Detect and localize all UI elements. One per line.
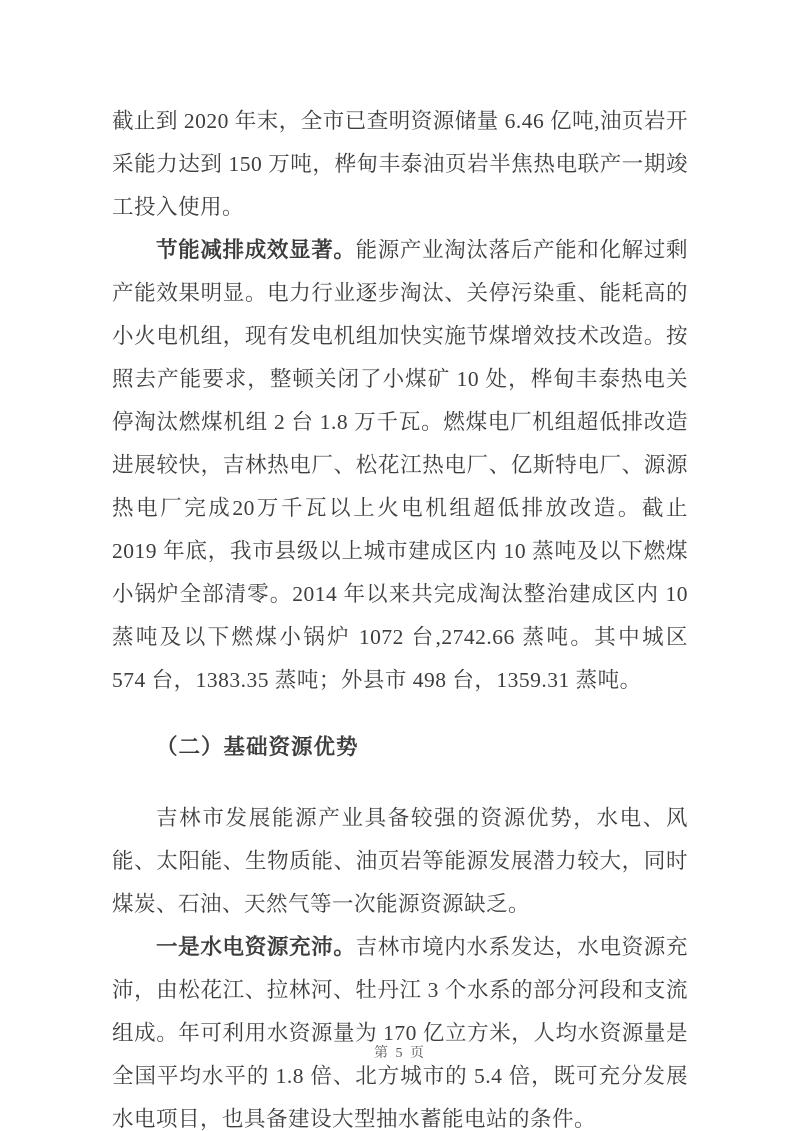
paragraph-bold-lead: 一是水电资源充沛。: [156, 935, 356, 959]
paragraph-resource-overview: [112, 797, 688, 926]
paragraph-text: 截止到 2020 年末，全市已查明资源储量 6.46 亿吨,油页岩开采能力达到 150 万吨，桦甸丰泰油页岩半焦热电联产一期竣工投入使用。: [112, 109, 689, 219]
paragraph-hydropower: [112, 926, 688, 1131]
paragraph-text: 吉林市境内水系发达，水电资源充沛，由松花江、拉林河、牡丹江 3 个水系的部分河段和支流组成。年可利用水资源量为 170 亿立方米，人均水资源量是全国平均水平的 1.8 倍、北方城市的 5.4 倍，既可充分发展水电项目，也具备建设大型抽水蓄能电站的条件。: [112, 935, 688, 1131]
paragraph-text: 能源产业淘汰落后产能和化解过剩产能效果明显。电力行业逐步淘汰、关停污染重、能耗高的小火电机组，现有发电机组加快实施节煤增效技术改造。按照去产能要求，整顿关闭了小煤矿 10 处，桦甸丰泰热电关停淘汰燃煤机组 2 台 1.8 万千瓦。燃煤电厂机组超低排改造进展较快，吉林热电厂、松花江热电厂、亿斯特电厂、源源热电厂完成20万千瓦以上火电机组超低排放改造。截止 2019 年底，我市县级以上城市建成区内 10 蒸吨及以下燃煤小锅炉全部清零。2014 年以来共完成淘汰整治建成区内 10 蒸吨及以下燃煤小锅炉 1072 台,2742.66 蒸吨。其中城区 574 台，1383.35 蒸吨；外县市 498 台，1359.31 蒸吨。: [112, 238, 688, 692]
paragraph-energy-saving: [112, 229, 688, 702]
section-heading-basic-resource-advantage: （二）基础资源优势: [156, 735, 359, 759]
paragraph-text: 吉林市发展能源产业具备较强的资源优势，水电、风能、太阳能、生物质能、油页岩等能源发展潜力较大，同时煤炭、石油、天然气等一次能源资源缺乏。: [112, 806, 688, 916]
paragraph-bold-lead: 节能减排成效显著。: [156, 238, 356, 262]
paragraph-oil-shale-continuation: [112, 100, 688, 229]
page-number-footer: 第 5 页: [374, 1046, 426, 1061]
